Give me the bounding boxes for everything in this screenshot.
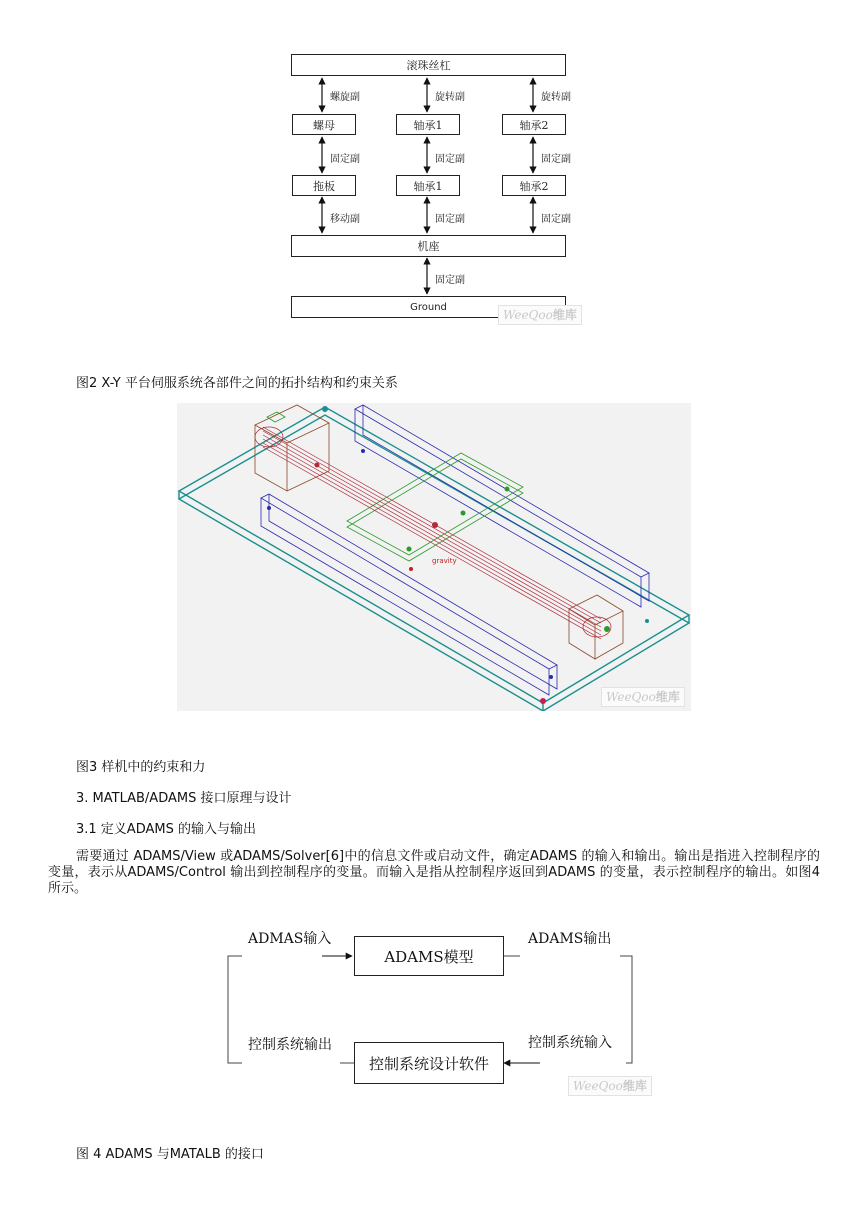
watermark-fig2: WeeQoo维库 [498,305,582,325]
node-nut: 螺母 [292,114,356,135]
edge-fixed-b1-label: 固定副 [435,154,465,165]
node-base: 机座 [291,235,566,257]
bearing-supports [255,405,623,659]
figure4-caption: 图 4 ADAMS 与MATALB 的接口 [76,1147,264,1162]
subsection-heading: 3.1 定义ADAMS 的输入与输出 [76,822,256,837]
body-paragraph: 需要通过 ADAMS/View 或ADAMS/Solver[6]中的信息文件或启动文件，确定ADAMS 的输入和输出。输出是指进入控制程序的变量，表示从ADAMS/Control 输出到控制程序的变量。而输入是指从控制程序返回到ADAMS 的变量，表示控制程序的输出。如图4 所示。 [48,849,820,896]
figure4-interface-diagram [0,920,868,1100]
edge-fixed-b2-label: 固定副 [541,154,571,165]
watermark-fig4: WeeQoo维库 [568,1076,652,1096]
edge-fixed-b2-base-label: 固定副 [541,214,571,225]
node-slider: 拖板 [292,175,356,196]
node-bearing2-top: 轴承2 [502,114,566,135]
edge-translational-label: 移动副 [330,214,360,225]
figure3-caption: 图3 样机中的约束和力 [76,760,206,775]
topology-connectors [0,0,868,340]
figure2-caption: 图2 X-Y 平台伺服系统各部件之间的拓扑结构和约束关系 [76,376,398,391]
prototype-wireframe [177,403,691,711]
label-control-output: 控制系统输出 [248,1037,332,1053]
edge-revolute2-label: 旋转副 [541,92,571,103]
edge-revolute1-label: 旋转副 [435,92,465,103]
figure3-model-view [177,403,691,711]
node-bearing1-mid: 轴承1 [396,175,460,196]
edge-fixed-nut-label: 固定副 [330,154,360,165]
joint-markers [267,406,649,704]
node-ballscrew: 滚珠丝杠 [291,54,566,76]
box-adams-model: ADAMS模型 [354,936,504,976]
gravity-label: gravity [432,557,457,565]
node-bearing2-mid: 轴承2 [502,175,566,196]
label-adams-output: ADAMS输出 [528,931,612,947]
section-heading: 3. MATLAB/ADAMS 接口原理与设计 [76,791,292,806]
figure2-topology [0,0,868,340]
box-control-software: 控制系统设计软件 [354,1042,504,1084]
edge-fixed-b1-base-label: 固定副 [435,214,465,225]
node-ground: Ground [291,296,566,318]
edge-screw-pair-label: 螺旋副 [330,92,360,103]
ball-screw [255,427,611,639]
label-adams-input: ADMAS输入 [248,931,332,947]
node-bearing1-top: 轴承1 [396,114,460,135]
label-control-input: 控制系统输入 [528,1035,612,1051]
watermark-fig3: WeeQoo维库 [601,687,685,707]
edge-fixed-ground-label: 固定副 [435,275,465,286]
